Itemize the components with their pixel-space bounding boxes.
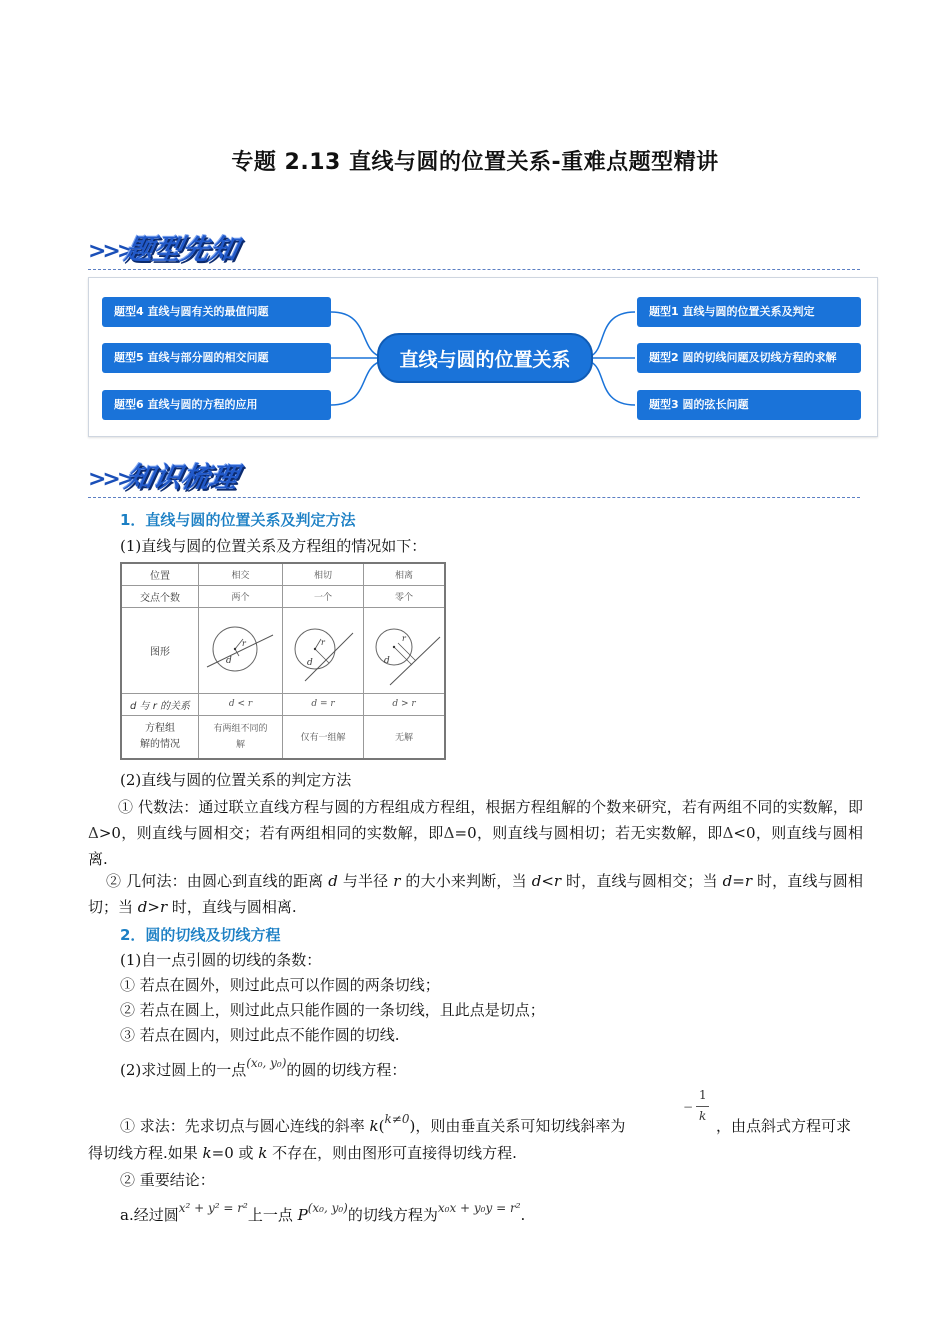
mind-map — [88, 277, 878, 437]
table-cell: 零个 — [364, 585, 446, 607]
cond-d-eq-r: d=r — [722, 872, 752, 890]
mindmap-node-type3: 题型3 圆的弦长问题 — [637, 390, 861, 420]
table-row — [121, 585, 445, 607]
triple-arrow-icon: >>> — [88, 239, 132, 264]
table-cell: 一个 — [283, 585, 364, 607]
table-cell: 有两组不同的解 — [199, 715, 283, 759]
point-x0-y0: (x₀, y₀) — [307, 1201, 348, 1215]
text-run: =0 或 — [211, 1144, 259, 1162]
subheading-2: 2．圆的切线及切线方程 — [120, 926, 281, 944]
list-item: ② 若点在圆上，则过此点只能作圆的一条切线，且此点是切点； — [120, 1001, 545, 1019]
mindmap-node-type6: 题型6 直线与圆的方程的应用 — [102, 390, 331, 420]
text-run: ① 求法：先求切点与圆心连线的斜率 — [120, 1117, 370, 1135]
figure-separate-diagram — [364, 609, 444, 689]
figure-intersect — [199, 607, 283, 693]
table-row — [121, 607, 445, 693]
table-header-cell: 相切 — [283, 563, 364, 585]
mindmap-center-node: 直线与圆的位置关系 — [377, 333, 593, 383]
paragraph-important-conclusion: ② 重要结论： — [120, 1171, 215, 1189]
text-run: 的切线方程为 — [347, 1206, 438, 1224]
fig-label-d: d — [384, 655, 390, 666]
text-run: 时，直线与圆相离. — [167, 898, 297, 916]
paragraph-tangent-method-continued — [88, 1143, 517, 1163]
text-run: 上一点 — [247, 1206, 298, 1224]
table-cell: 图形 — [121, 607, 199, 693]
paragraph-geometric-method — [88, 868, 863, 920]
figure-tangent — [283, 607, 364, 693]
delta-symbol: Δ — [88, 824, 99, 842]
paragraph-tangent-equation-title — [120, 1056, 407, 1081]
var-d: d — [328, 872, 338, 890]
var-k: k — [369, 1117, 379, 1135]
text-run: )，则由垂直关系可知切线斜率为 — [409, 1117, 626, 1135]
list-item: ③ 若点在圆内，则过此点不能作圆的切线. — [120, 1026, 400, 1044]
var-r: r — [393, 872, 401, 890]
text-run: a.经过圆 — [120, 1206, 179, 1224]
table-header-cell: 相交 — [199, 563, 283, 585]
table-row — [121, 563, 445, 585]
dashed-divider — [88, 269, 860, 270]
list-item: ① 若点在圆外，则过此点可以作圆的两条切线； — [120, 976, 440, 994]
mindmap-node-type1: 题型1 直线与圆的位置关系及判定 — [637, 297, 861, 327]
var-k: k — [202, 1144, 212, 1162]
text-run: (2)求过圆上的一点 — [120, 1061, 247, 1079]
table-cell: 两个 — [199, 585, 283, 607]
subheading-1: 1．直线与圆的位置关系及判定方法 — [120, 511, 356, 529]
section-header-preview — [88, 230, 860, 270]
circle-equation: x² + y² = r² — [178, 1201, 248, 1215]
section-header-label: 知识梳理 — [122, 461, 242, 494]
fraction-numerator: 1 — [699, 1088, 707, 1102]
table-cell: 无解 — [364, 715, 446, 759]
text-run: 不存在，则由图形可直接得切线方程. — [267, 1144, 517, 1162]
table-cell-line: 解的情况 — [140, 738, 180, 750]
cond-d-gt-r: d>r — [137, 898, 168, 916]
minus-sign: − — [683, 1100, 694, 1114]
text-run: . — [520, 1206, 526, 1224]
table-cell: d = r — [283, 693, 364, 715]
table-row — [121, 693, 445, 715]
text-run: ( — [378, 1117, 385, 1135]
text-run: >0，则直线与圆相交；若有两组相同的实数解，即 — [98, 824, 444, 842]
tangent-equation: x₀x + y₀y = r² — [437, 1201, 521, 1215]
paragraph-relation-intro: (1)直线与圆的位置关系及方程组的情况如下： — [120, 537, 427, 555]
table-cell: d > r — [364, 693, 446, 715]
table-header-cell: 相离 — [364, 563, 446, 585]
fraction-bar — [696, 1106, 709, 1107]
connector-left-3 — [331, 362, 379, 405]
table-cell: d 与 r 的关系 — [121, 693, 199, 715]
fraction-denominator: k — [699, 1109, 707, 1123]
paragraph-algebraic-method — [88, 794, 863, 872]
table-cell-line: 方程组 — [145, 722, 175, 734]
fig-label-r: r — [241, 638, 246, 648]
cond-k-not-zero: k≠0 — [384, 1112, 410, 1126]
text-run: <0，则直线与圆相离. — [88, 824, 863, 868]
delta-symbol: Δ — [443, 824, 455, 842]
text-run: 与半径 — [337, 872, 394, 890]
cond-d-lt-r: d<r — [531, 872, 562, 890]
section-header-label: 题型先知 — [122, 233, 242, 266]
figure-intersect-diagram — [201, 609, 281, 689]
paragraph-conclusion-a — [120, 1201, 526, 1226]
table-cell: 交点个数 — [121, 585, 199, 607]
text-run: ① 代数法：通过联立直线方程与圆的方程组成方程组，根据方程组解的个数来研究，若有两组不同的实数解，即 — [118, 798, 863, 816]
point-P: P — [297, 1206, 308, 1224]
dashed-divider — [88, 497, 860, 498]
point-x0-y0: (x₀, y₀) — [246, 1056, 287, 1070]
fig-label-r: r — [321, 637, 325, 647]
mindmap-node-type2: 题型2 圆的切线问题及切线方程的求解 — [637, 343, 861, 373]
paragraph-tangent-method — [120, 1112, 626, 1137]
table-header-cell: 位置 — [121, 563, 199, 585]
text-run: 的圆的切线方程： — [286, 1061, 407, 1079]
var-k: k — [258, 1144, 268, 1162]
text-run: 的大小来判断，当 — [400, 872, 532, 890]
fraction-neg-one-over-k — [683, 1088, 713, 1130]
paragraph-judgement-title: (2)直线与圆的位置关系的判定方法 — [120, 771, 352, 789]
page-title: 专题 2.13 直线与圆的位置关系-重难点题型精讲 — [231, 150, 719, 175]
fig-label-d: d — [307, 657, 313, 668]
section-header-knowledge — [88, 458, 860, 498]
text-run: ，由点斜式方程可求 — [716, 1117, 852, 1135]
relation-table — [120, 562, 446, 760]
text-run: 时，直线与圆相交；当 — [561, 872, 723, 890]
delta-symbol: Δ — [722, 824, 734, 842]
text-run: 得切线方程.如果 — [88, 1144, 203, 1162]
fig-label-d: d — [225, 655, 232, 666]
table-cell: 仅有一组解 — [283, 715, 364, 759]
connector-right-3 — [591, 362, 635, 405]
fig-label-r: r — [402, 633, 406, 643]
text-run: ② 几何法：由圆心到直线的距离 — [106, 872, 329, 890]
mindmap-node-type4: 题型4 直线与圆有关的最值问题 — [102, 297, 331, 327]
table-row — [121, 715, 445, 759]
connector-left-1 — [331, 312, 379, 356]
connector-right-1 — [591, 312, 635, 356]
mindmap-node-type5: 题型5 直线与部分圆的相交问题 — [102, 343, 331, 373]
figure-separate — [364, 607, 446, 693]
table-cell — [121, 715, 199, 759]
table-cell: d < r — [199, 693, 283, 715]
figure-tangent-diagram — [283, 609, 363, 689]
triple-arrow-icon: >>> — [88, 467, 132, 492]
text-run: =0，则直线与圆相切；若无实数解，即 — [454, 824, 723, 842]
text-run: 时，直线与圆相切；当 — [88, 872, 863, 916]
list-intro: (1)自一点引圆的切线的条数： — [120, 951, 322, 969]
